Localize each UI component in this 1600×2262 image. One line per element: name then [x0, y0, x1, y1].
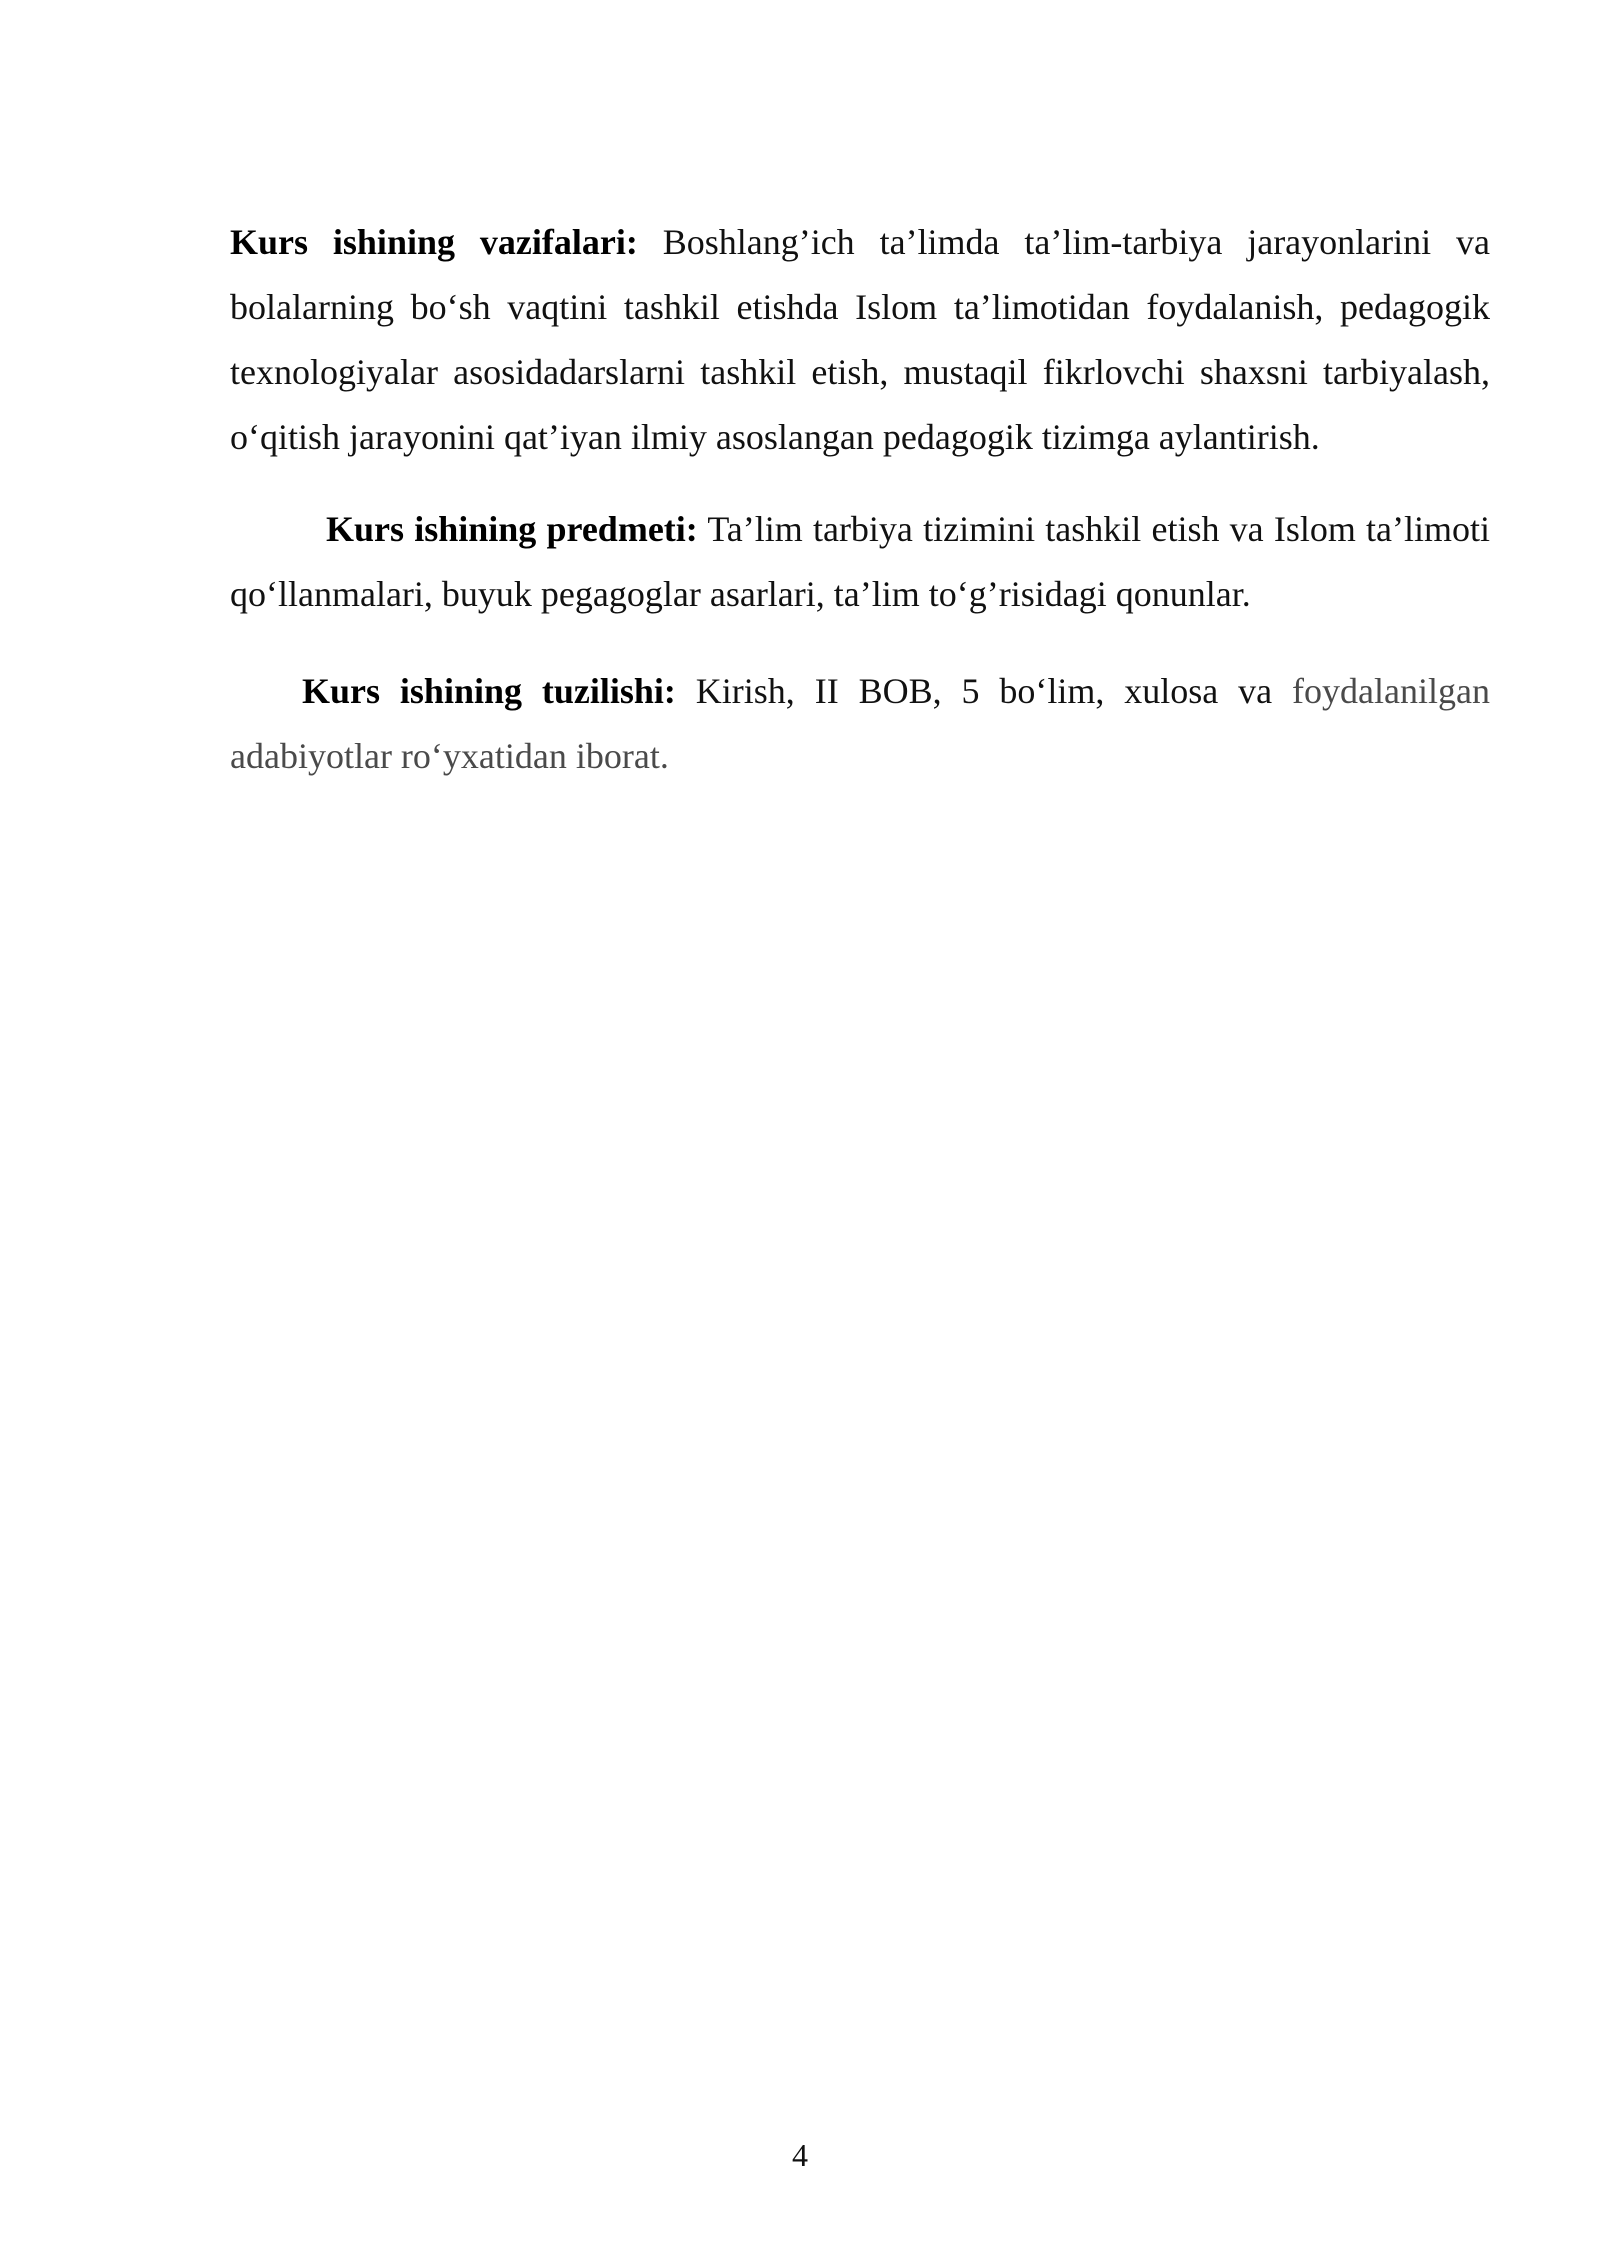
paragraph-structure: [230, 659, 1490, 789]
paragraph-subject: [230, 497, 1490, 627]
page-number: 4: [792, 2137, 808, 2173]
paragraph-tasks-text: Boshlang’ich ta’limda ta’lim-tarbiya jarayonlarini va bolalarning bo‘sh vaqtini tashkil etishda Islom ta’limotidan foydalanish, pedagogik texnologiyalar asosidadarslarni tashkil etish, mustaqil fikrlovchi shaxsni tarbiyalash, o‘qitish jarayonini qat’iyan ilmiy asoslangan pedagogik tizimga aylantirish.: [230, 222, 1490, 457]
paragraph-structure-text-muted: foydalanilgan adabiyotlar ro‘yxatidan iborat.: [230, 671, 1490, 776]
paragraph-structure-text: Kirish, II BOB, 5 bo‘lim, xulosa va: [675, 671, 1273, 711]
paragraph-subject-label: Kurs ishining predmeti:: [326, 509, 698, 549]
paragraph-tasks-label: Kurs ishining vazifalari:: [230, 222, 638, 262]
paragraph-structure-label: Kurs ishining tuzilishi:: [302, 671, 676, 711]
paragraph-tasks: [230, 210, 1490, 470]
document-body: [230, 210, 1490, 789]
paragraph-subject-text: Ta’lim tarbiya tizimini tashkil etish va Islom ta’limoti qo‘llanmalari, buyuk pegagoglar asarlari, ta’lim to‘g’risidagi qonunlar.: [230, 509, 1491, 614]
